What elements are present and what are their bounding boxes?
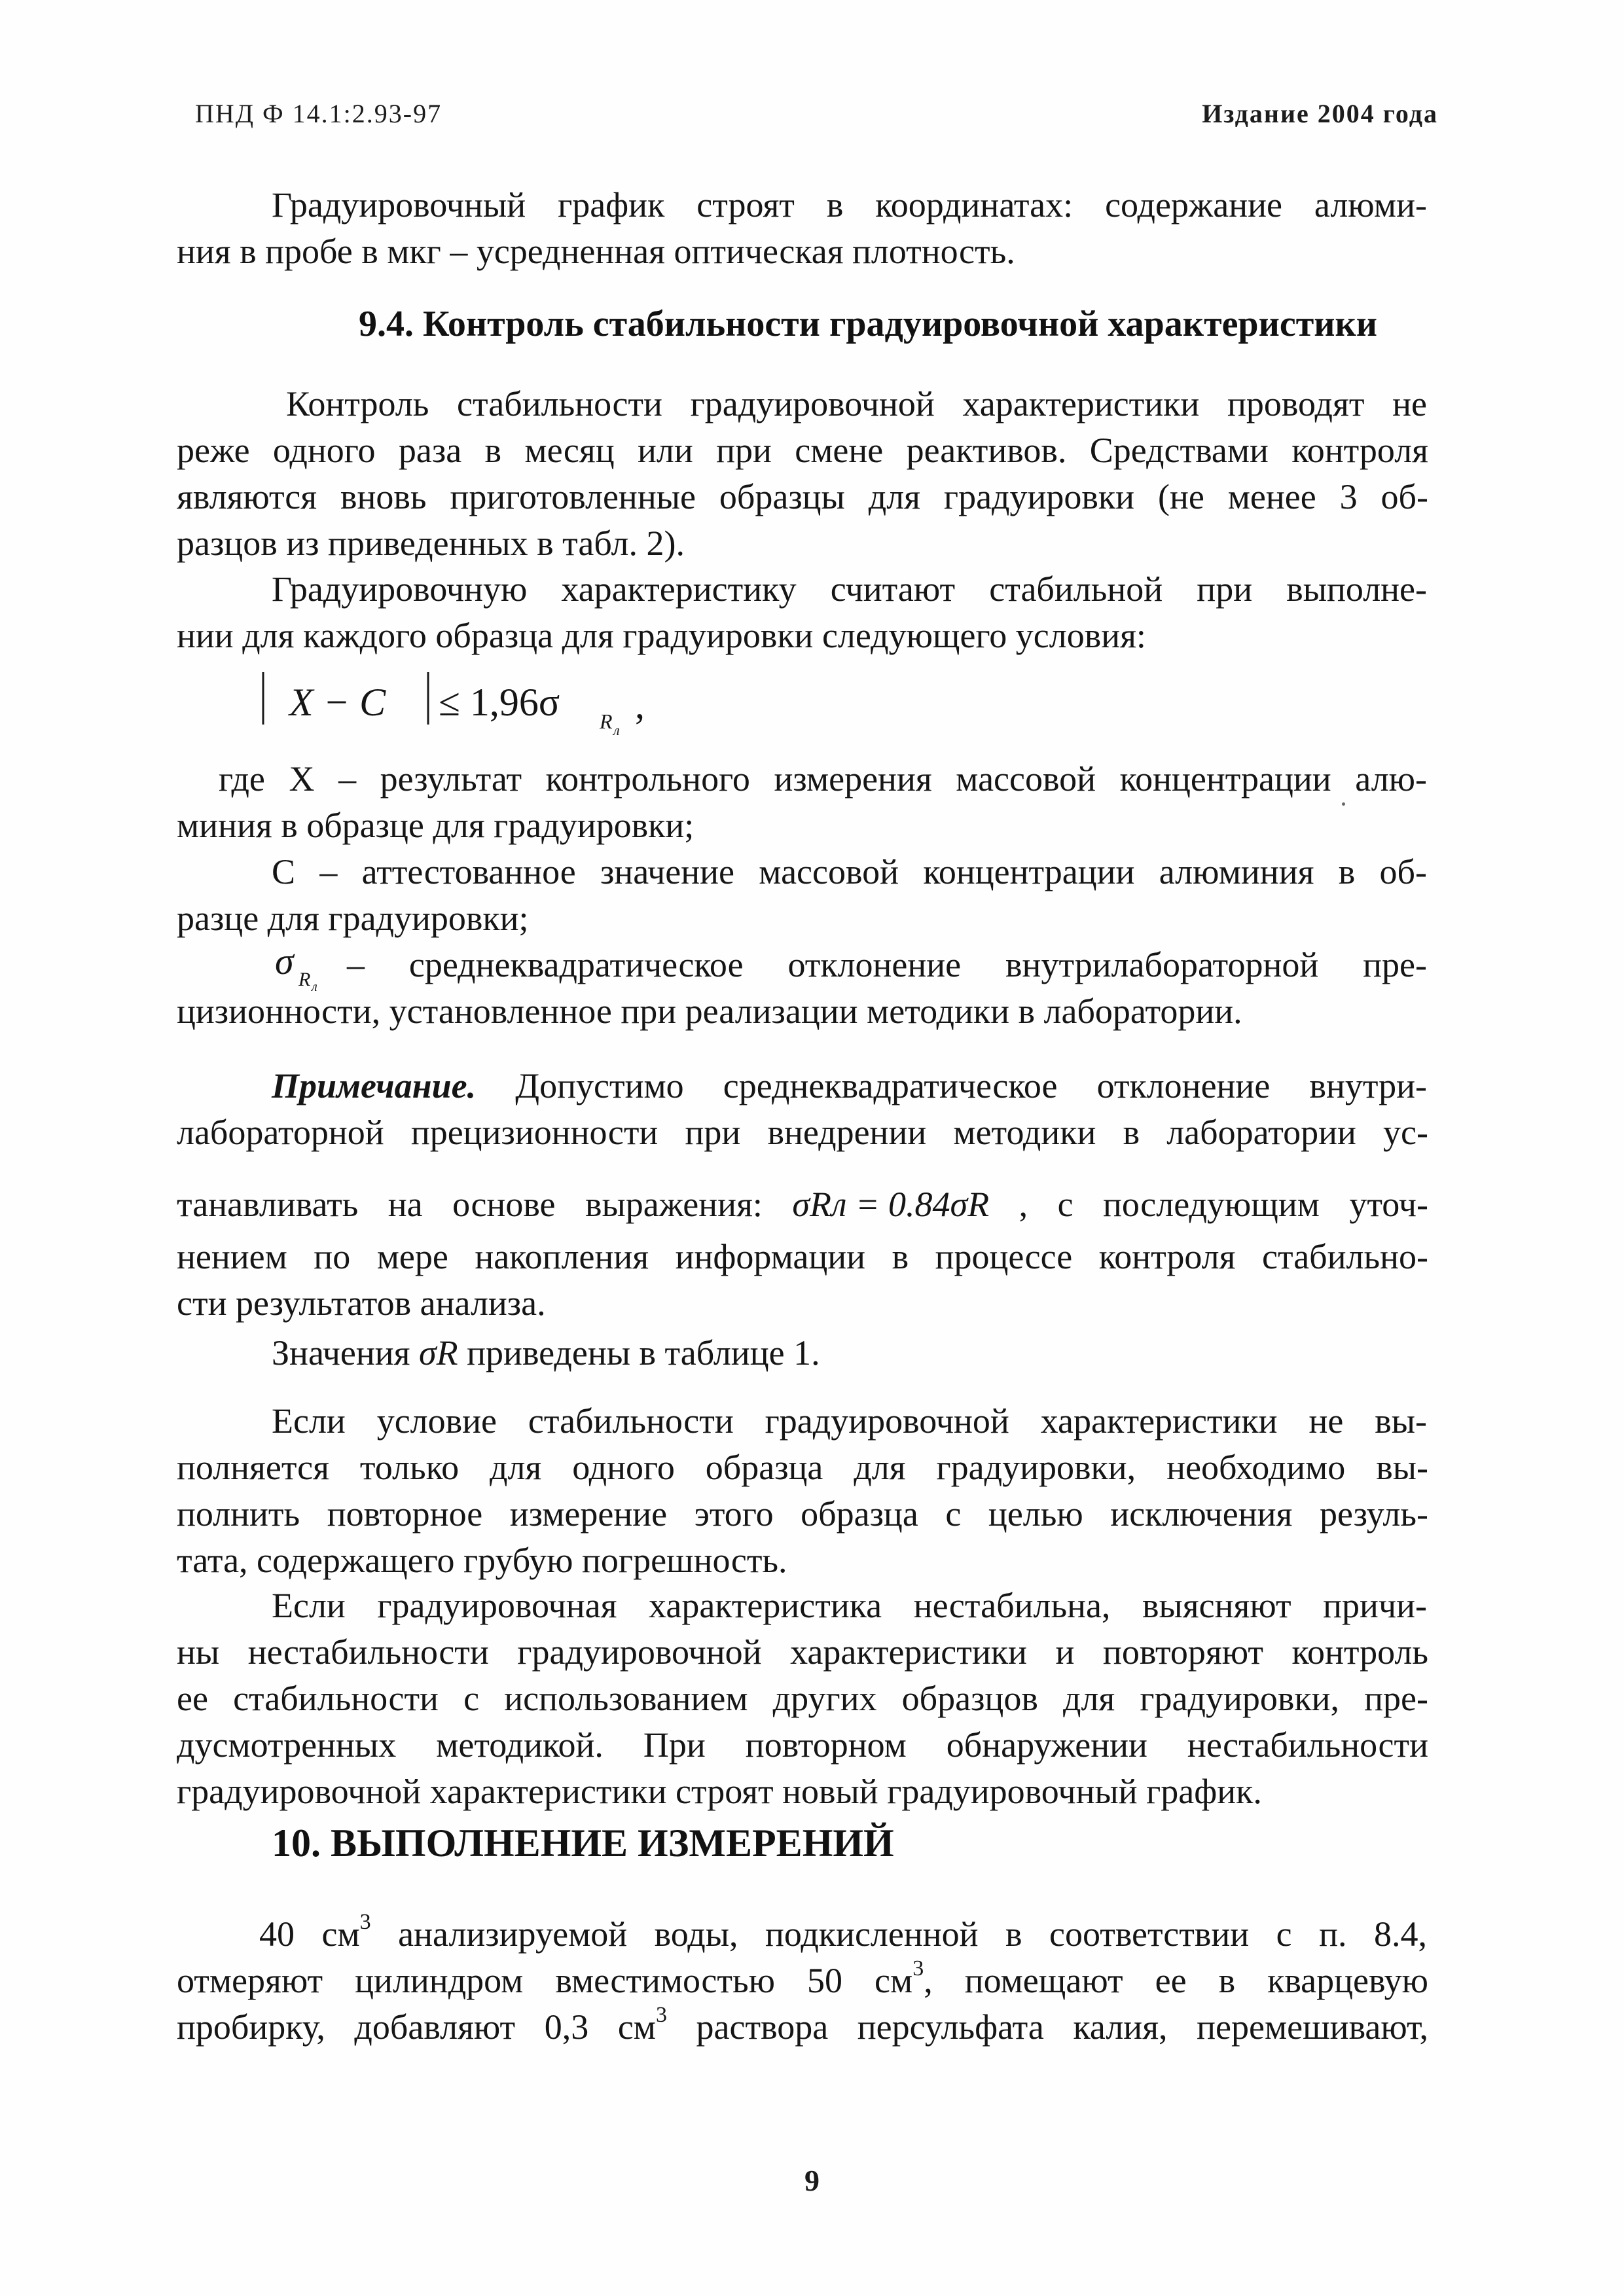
measurement-line1: 40 $см^3$ анализируемой воды, подкисленной в соответствии с п. 8.4, <box>259 1910 1428 1954</box>
svg-text:σ: σ <box>275 941 294 982</box>
note-title: Примечание. <box>272 1066 477 1105</box>
intro-paragraph: Градуировочный график строят в координатах: содержание алюми- <box>272 185 1427 224</box>
values-reference: Значения σR приведены в таблице 1. <box>272 1333 820 1372</box>
note-line1: Примечание. Допустимо среднеквадратическое отклонение внутри- <box>272 1066 1427 1105</box>
definition-c-line1: C – аттестованное значение массовой концентрации алюминия в об- <box>272 852 1427 891</box>
paragraph-single-fail: полняется только для одного образца для градуировки, необходимо вы- полнить повторное измерение этого образца с целью исключения резуль- тата, содержащего грубую погрешность. <box>177 1448 1428 1580</box>
svg-text:л: л <box>312 980 317 994</box>
note-line3: танавливать на основе выражения: σRл = 0.84σR , с последующим уточ- <box>177 1181 1428 1228</box>
page-number: 9 <box>804 2164 820 2197</box>
paragraph-stability: нии для каждого образца для градуировки следующего условия: <box>177 616 1146 655</box>
section-heading-10: 10. ВЫПОЛНЕНИЕ ИЗМЕРЕНИЙ <box>272 1821 894 1865</box>
paragraph-control-line1: Контроль стабильности градуировочной характеристики проводят не <box>286 384 1427 423</box>
paragraph-unstable-line1: Если градуировочная характеристика нестабильна, выясняют причи- <box>272 1586 1427 1625</box>
formula-subsubscript: л <box>613 722 620 738</box>
intro-paragraph-cont: ния в пробе в мкг – усредненная оптическая плотность. <box>177 232 1015 271</box>
formula-graphic <box>257 664 715 743</box>
paragraph-single-fail-line1: Если условие стабильности градуировочной характеристики не вы- <box>272 1401 1427 1441</box>
definition-c: разце для градуировки; <box>177 899 529 938</box>
definition-x-line1: где X – результат контрольного измерения массовой концентрации алю- <box>219 759 1427 798</box>
document-code: ПНД Ф 14.1:2.93-97 <box>195 99 442 128</box>
definition-x: миния в образце для градуировки; <box>177 806 695 845</box>
note-expression: σRл = 0.84σR <box>792 1185 990 1224</box>
stability-formula <box>257 664 715 743</box>
svg-text:R: R <box>298 969 311 990</box>
sigma-r-symbol <box>275 941 347 994</box>
paragraph-control: реже одного раза в месяц или при смене реактивов. Средствами контроля являются вновь приготовленные образцы для градуировки (не менее 3 об- разцов из приведенных в табл. 2). <box>177 431 1428 563</box>
definition-sigma-line1: – среднеквадратическое отклонение внутрилабораторной пре- <box>347 945 1427 984</box>
formula-rhs: ≤ 1,96σ <box>439 681 560 724</box>
measurement-line2: отмеряют цилиндром вместимостью 50 $см^3$, помещают ее в кварцевую <box>177 1956 1428 2000</box>
section-heading-9-4: 9.4. Контроль стабильности градуировочной характеристики <box>359 304 1377 344</box>
note-line2: лабораторной прецизионности при внедрении методики в лаборатории ус- <box>177 1113 1428 1152</box>
formula-lhs: X − C <box>289 681 386 724</box>
edition-label: Издание 2004 года <box>1202 99 1438 128</box>
note-line4: нением по мере накопления информации в процессе контроля стабильно- сти результатов анализа. <box>177 1237 1428 1323</box>
formula-comma: , <box>635 683 645 726</box>
measurement-line3: пробирку, добавляют 0,3 $см^3$ раствора персульфата калия, перемешивают, <box>177 2003 1428 2047</box>
formula-subscript: R <box>600 709 613 733</box>
sigma-r-inline: σR <box>419 1333 458 1372</box>
paragraph-unstable: ны нестабильности градуировочной характеристики и повторяют контроль ее стабильности с использованием других образцов для градуировки, пре- дусмотренных методикой. При повторном обнаружении нестабильности градуировочной характеристики строят новый градуировочный график. <box>177 1632 1428 1811</box>
scan-speck <box>1342 802 1345 806</box>
paragraph-stability-line1: Градуировочную характеристику считают стабильной при выполне- <box>272 569 1427 609</box>
definition-sigma: цизионности, установленное при реализации методики в лаборатории. <box>177 992 1242 1031</box>
